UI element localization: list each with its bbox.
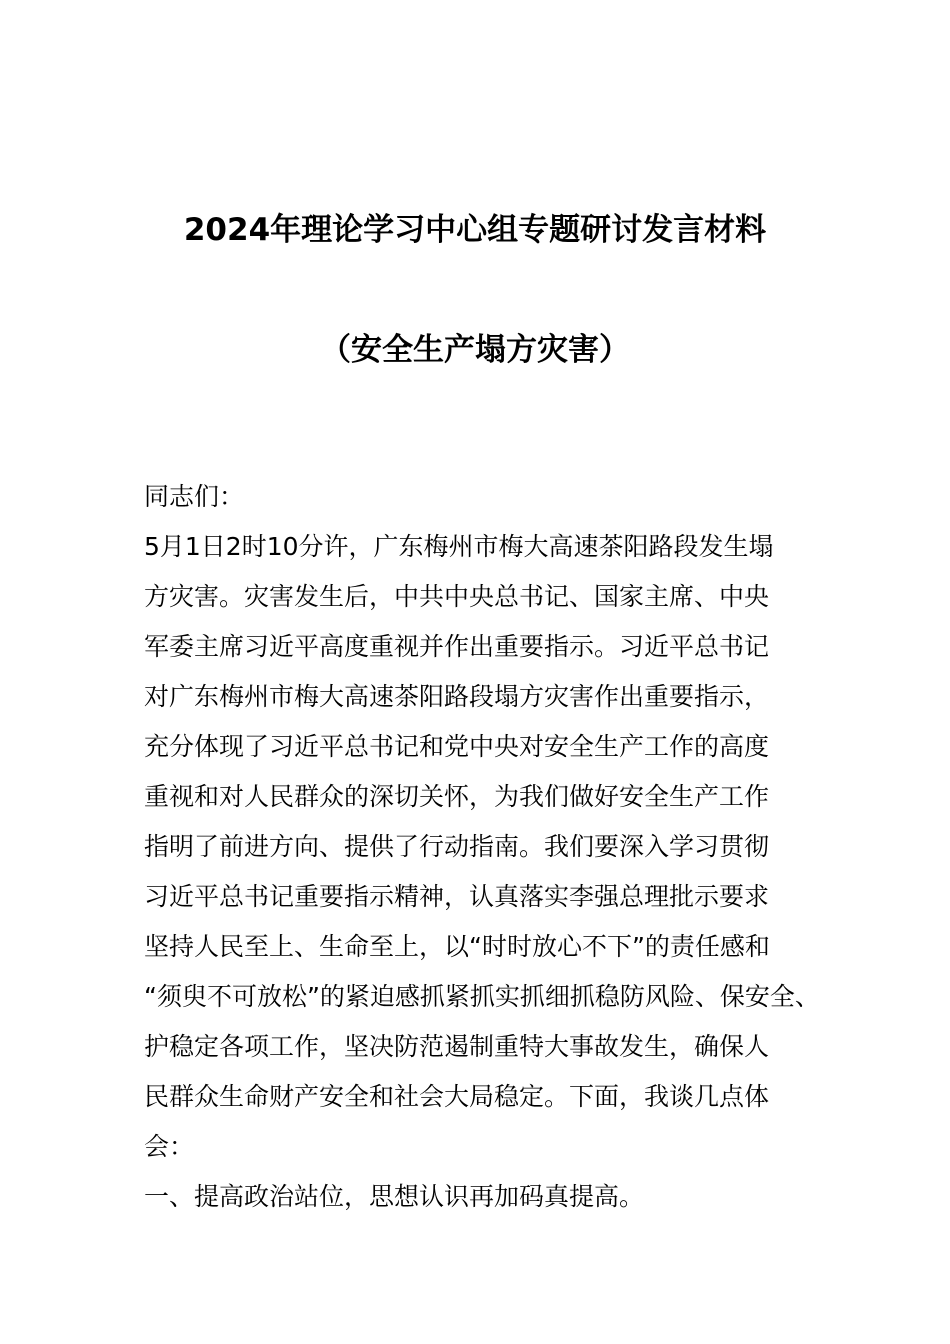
document-body: [144, 472, 824, 1222]
salutation: 同志们：: [144, 482, 245, 511]
paragraph-line: 民群众生命财产安全和社会大局稳定。下面，我谈几点体: [144, 1082, 770, 1111]
paragraph-line: 护稳定各项工作，坚决防范遏制重特大事故发生，确保人: [144, 1032, 770, 1061]
paragraph-line: 习近平总书记重要指示精神，认真落实李强总理批示要求: [144, 882, 770, 911]
paragraph-line: 指明了前进方向、提供了行动指南。我们要深入学习贯彻: [144, 832, 770, 861]
paragraph-line: 会：: [144, 1132, 195, 1161]
paragraph-line: 充分体现了习近平总书记和党中央对安全生产工作的高度: [144, 732, 770, 761]
paragraph-line: 5月1日2时10分许，广东梅州市梅大高速茶阳路段发生塌: [144, 532, 774, 561]
section-heading: 一、提高政治站位，思想认识再加码真提高。: [144, 1182, 645, 1211]
paragraph-line: 军委主席习近平高度重视并作出重要指示。习近平总书记: [144, 632, 770, 661]
document-subtitle: （安全生产塌方灾害）: [320, 332, 630, 368]
paragraph-line: “须臾不可放松”的紧迫感抓紧抓实抓细抓稳防风险、保安全、: [144, 982, 820, 1011]
document-title: 2024年理论学习中心组专题研讨发言材料: [183, 212, 767, 248]
paragraph-line: 坚持人民至上、生命至上，以“时时放心不下”的责任感和: [144, 932, 770, 961]
paragraph-line: 方灾害。灾害发生后，中共中央总书记、国家主席、中央: [144, 582, 770, 611]
paragraph-line: 重视和对人民群众的深切关怀，为我们做好安全生产工作: [144, 782, 770, 811]
paragraph-line: 对广东梅州市梅大高速茶阳路段塌方灾害作出重要指示，: [144, 682, 770, 711]
